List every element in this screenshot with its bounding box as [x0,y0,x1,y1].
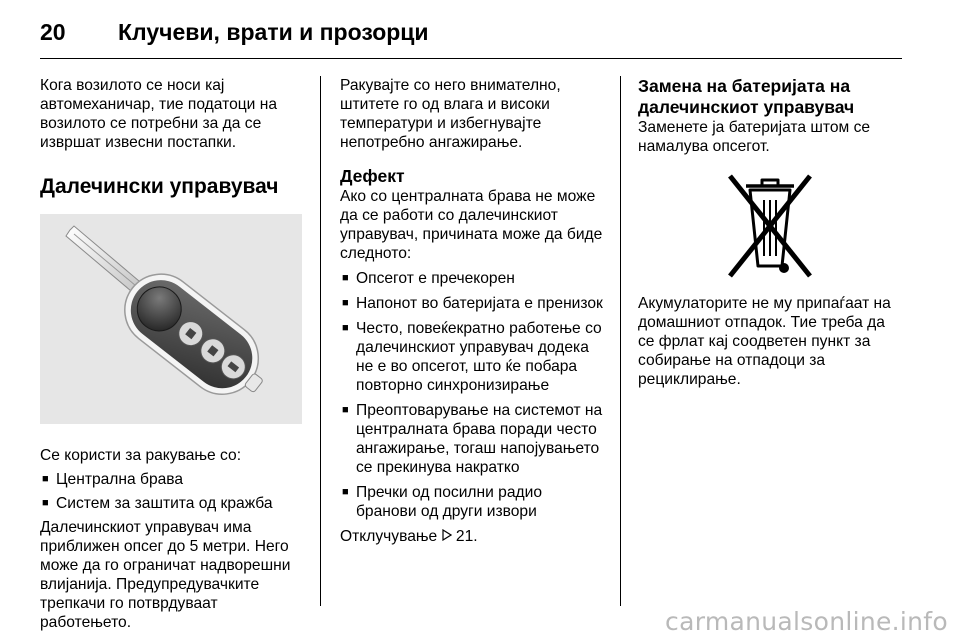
xref-label: Отклучување [340,528,438,545]
intro-paragraph: Кога возилото се носи кај автомеханичар, тие податоци на возилото се потребни за да се извршат извесни постапки. [40,77,278,151]
section-heading-battery: Замена на батеријата на далечинскиот управувач [638,76,855,117]
section-heading-defect: Дефект [340,166,405,186]
header-rule [40,58,902,59]
triangle-right-icon [442,527,452,546]
crossed-bin-symbol [638,170,904,282]
list-item: ■ Систем за заштита од кражба [40,494,304,513]
list-item: ■ Пречки од посилни радио бранови од други извори [340,483,604,521]
chapter-title: Клучеви, врати и прозорци [118,18,429,45]
range-paragraph: Далечинскиот управувач има приближен опсег до 5 метри. Него може да го ограничат надворешни влијанија. Предупредувачките трепкачи го потврдуваат работењето. [40,519,291,631]
xref-page: 21. [455,528,478,545]
section-heading-remote: Далечински управувач [40,175,279,198]
page-header [40,12,429,52]
defect-list [340,269,604,521]
care-paragraph: Ракувајте со него внимателно, штитете го од влага и високи температури и избегнувајте непотребно ангажирање. [340,77,561,151]
column-divider [320,76,321,606]
disposal-paragraph: Акумулаторите не му припаѓаат на домашниот отпадок. Тие треба да се фрлат кај соодветен пункт за собирање на отпадоци за рециклирање. [638,295,891,388]
usage-list [40,470,304,513]
column-2 [340,76,604,546]
key-fob-icon [40,214,302,424]
replace-paragraph: Заменете ја батеријата штом се намалува опсегот. [638,119,871,155]
remote-key-illustration [40,214,302,424]
watermark-brand: carmanualsonline.info [665,607,948,636]
page-number: 20 [40,18,66,45]
list-item: ■ Напонот во батеријата е пренизок [340,294,604,313]
column-1 [40,76,304,632]
list-item: ■ Централна брава [40,470,304,489]
defect-lead: Ако со централната брава не може да се работи со далечинскиот управувач, причината може да биде следното: [340,188,603,262]
list-item: ■ Преоптоварување на системот на централната брава поради често ангажирање, тогаш напојувањето се прекинува накратко [340,401,604,477]
column-3 [638,76,904,389]
crossed-out-bin-icon [638,170,904,282]
cross-reference[interactable] [340,527,604,546]
column-divider [620,76,621,606]
list-item: ■ Често, повеќекратно работење со далечинскиот управувач додека не е во опсегот, што ќе побара повторно синхронизирање [340,319,604,395]
list-item: ■ Опсегот е пречекорен [340,269,604,288]
usage-lead: Се користи за ракување со: [40,447,242,464]
